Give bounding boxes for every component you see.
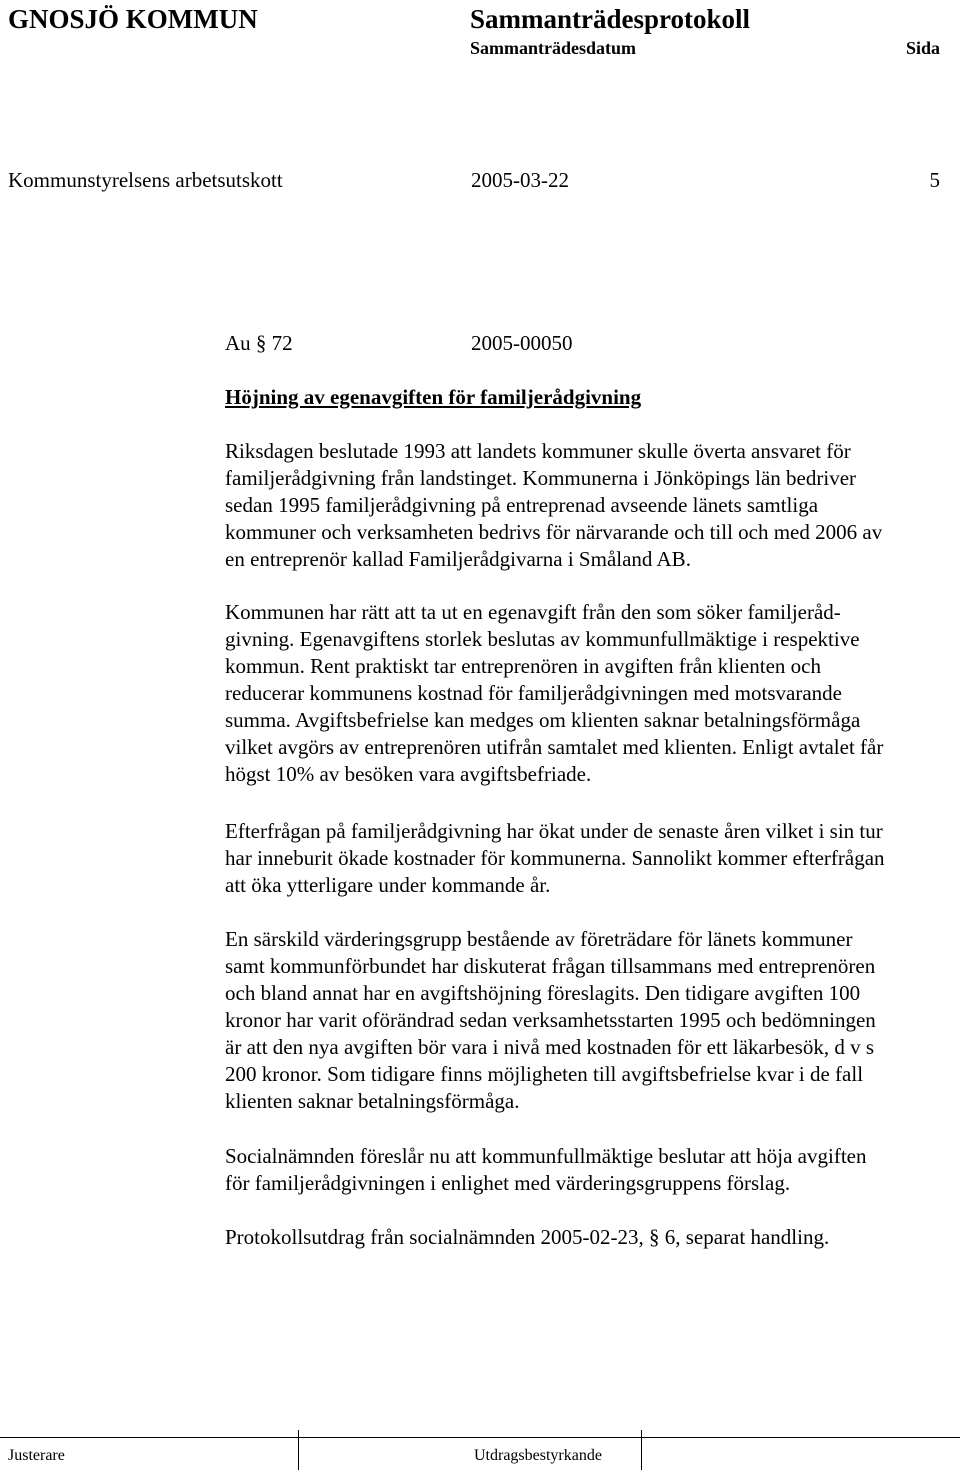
text-line: Riksdagen beslutade 1993 att landets kommuner skulle överta ansvaret för: [225, 439, 851, 463]
footer-justerare-label: Justerare: [8, 1447, 65, 1464]
meeting-date-label: Sammanträdesdatum: [470, 38, 637, 58]
text-line: att öka ytterligare under kommande år.: [225, 873, 551, 897]
text-line: familjerådgivning från landstinget. Kommunerna i Jönköpings län bedriver: [225, 466, 857, 490]
case-title: Höjning av egenavgiften för familjerådgivning: [225, 385, 642, 409]
document-type: Sammanträdesprotokoll: [470, 4, 751, 34]
text-line: 200 kronor. Som tidigare finns möjligheten till avgiftsbefrielse kvar i de fall: [225, 1062, 864, 1086]
footer-utdrag-label: Utdragsbestyrkande: [474, 1447, 602, 1464]
paragraph-attachment: [225, 1224, 960, 1251]
text-line: en entreprenör kallad Familjerådgivarna i Småland AB.: [225, 547, 691, 571]
footer-divider: [0, 1437, 960, 1438]
text-line: summa. Avgiftsbefrielse kan medges om klienten saknar betalningsförmåga: [225, 708, 861, 732]
paragraph-fee-rules: [225, 599, 960, 788]
text-line: Kommunen har rätt att ta ut en egenavgift från den som söker familjeråd-: [225, 600, 841, 624]
text-line: Socialnämnden föreslår nu att kommunfullmäktige beslutar att höja avgiften: [225, 1144, 867, 1168]
text-line: och bland annat har en avgiftshöjning föreslagits. Den tidigare avgiften 100: [225, 981, 861, 1005]
page-number: 5: [929, 168, 940, 192]
committee-name: Kommunstyrelsens arbetsutskott: [8, 168, 283, 192]
text-line: En särskild värderingsgrupp bestående av företrädare för länets kommuner: [225, 927, 853, 951]
text-line: högst 10% av besöken vara avgiftsbefriade.: [225, 762, 592, 786]
paragraph-background: [225, 438, 960, 573]
text-line: samt kommunförbundet har diskuterat frågan tillsammans med entreprenören: [225, 954, 876, 978]
footer-separator: [298, 1430, 299, 1470]
case-reference: Au § 72: [225, 331, 293, 355]
footer-separator: [641, 1430, 642, 1470]
page-label: Sida: [905, 38, 940, 58]
text-line: klienten saknar betalningsförmåga.: [225, 1089, 520, 1113]
text-line: reducerar kommunens kostnad för familjerådgivningen med motsvarande: [225, 681, 842, 705]
paragraph-demand: [225, 818, 960, 899]
paragraph-evaluation-group: [225, 926, 960, 1115]
meeting-date: 2005-03-22: [471, 168, 569, 192]
text-line: kommuner och verksamheten bedrivs för närvarande och till och med 2006 av: [225, 520, 883, 544]
text-line: Efterfrågan på familjerådgivning har ökat under de senaste åren vilket i sin tur: [225, 819, 883, 843]
text-line: Protokollsutdrag från socialnämnden 2005-02-23, § 6, separat handling.: [225, 1225, 830, 1249]
paragraph-proposal: [225, 1143, 960, 1197]
text-line: vilket avgörs av entreprenören utifrån samtalet med klienten. Enligt avtalet får: [225, 735, 884, 759]
text-line: kommun. Rent praktiskt tar entreprenören in avgiften från klienten och: [225, 654, 821, 678]
text-line: sedan 1995 familjerådgivning på entreprenad avseende länets samtliga: [225, 493, 819, 517]
text-line: har inneburit ökade kostnader för kommunerna. Sannolikt kommer efterfrågan: [225, 846, 885, 870]
text-line: för familjerådgivningen i enlighet med värderingsgruppens förslag.: [225, 1171, 791, 1195]
text-line: givning. Egenavgiftens storlek beslutas av kommunfullmäktige i respektive: [225, 627, 860, 651]
organization-name: GNOSJÖ KOMMUN: [8, 4, 258, 34]
text-line: kronor har varit oförändrad sedan verksamhetsstarten 1995 och bedömningen: [225, 1008, 876, 1032]
text-line: är att den nya avgiften bör vara i nivå med kostnaden för ett läkarbesök, d v s: [225, 1035, 875, 1059]
case-number: 2005-00050: [471, 331, 573, 355]
